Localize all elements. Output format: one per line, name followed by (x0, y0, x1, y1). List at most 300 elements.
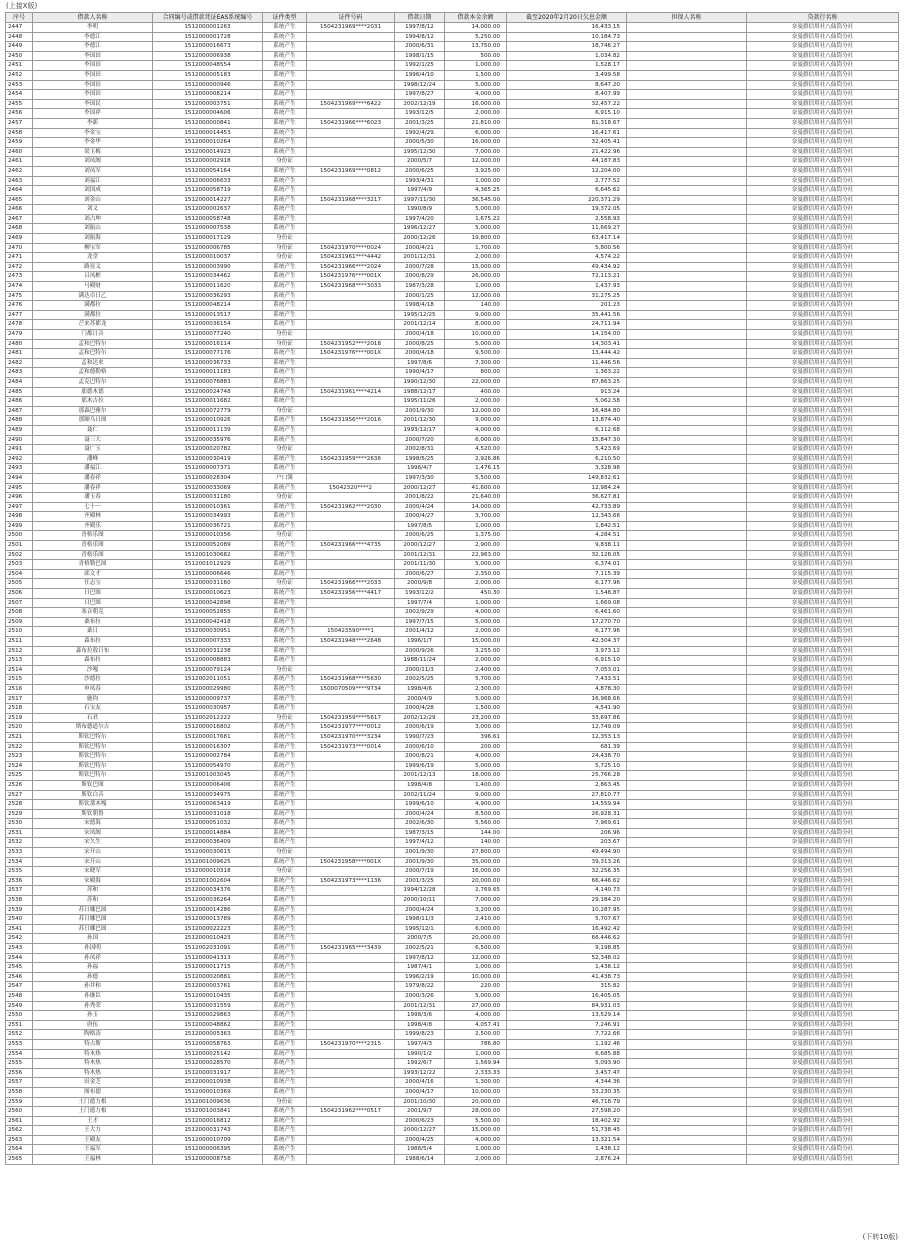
id-number-cell: 1504231973****0014 (307, 742, 395, 752)
contract-number-cell: 1512002012222 (153, 713, 263, 723)
lending-branch-cell: 奈曼旗信用社八仙筒分社 (747, 118, 899, 128)
id-number-cell (307, 128, 395, 138)
lending-branch-cell: 奈曼旗信用社八仙筒分社 (747, 473, 899, 483)
row-number-cell: 2550 (6, 1011, 33, 1021)
id-number-cell (307, 665, 395, 675)
borrower-name-cell: 苏和 (33, 896, 153, 906)
contract-number-cell: 1512000031160 (153, 579, 263, 589)
id-type-cell: 系统产生 (263, 1001, 307, 1011)
lending-branch-cell: 奈曼旗信用社八仙筒分社 (747, 560, 899, 570)
contract-number-cell: 1512000016802 (153, 723, 263, 733)
id-type-cell: 系统产生 (263, 32, 307, 42)
guarantor-name-cell (627, 128, 747, 138)
loan-date-cell: 2000/7/28 (395, 262, 445, 272)
guarantor-name-cell (627, 761, 747, 771)
row-number-cell: 2505 (6, 579, 33, 589)
principal-balance-cell: 8,000.00 (445, 320, 507, 330)
id-type-cell: 系统产生 (263, 166, 307, 176)
row-number-cell: 2493 (6, 464, 33, 474)
contract-number-cell: 1512000014453 (153, 128, 263, 138)
table-row (6, 80, 899, 90)
guarantor-name-cell (627, 953, 747, 963)
guarantor-name-cell (627, 166, 747, 176)
lending-branch-cell: 奈曼旗信用社八仙筒分社 (747, 310, 899, 320)
table-row (6, 704, 899, 714)
loan-date-cell: 2000/12/27 (395, 541, 445, 551)
lending-branch-cell: 奈曼旗信用社八仙筒分社 (747, 838, 899, 848)
table-row (6, 349, 899, 359)
id-type-cell: 系统产生 (263, 1049, 307, 1059)
contract-number-cell: 1512000011715 (153, 963, 263, 973)
lending-branch-cell: 奈曼旗信用社八仙筒分社 (747, 800, 899, 810)
contract-number-cell: 1512000010264 (153, 138, 263, 148)
row-number-cell: 2501 (6, 541, 33, 551)
id-type-cell: 身份证 (263, 243, 307, 253)
interest-owed-cell: 7,115.39 (507, 569, 627, 579)
contract-number-cell: 1512000010037 (153, 253, 263, 263)
contract-number-cell: 1512000014286 (153, 905, 263, 915)
interest-owed-cell: 5,093.90 (507, 1059, 627, 1069)
lending-branch-cell: 奈曼旗信用社八仙筒分社 (747, 483, 899, 493)
row-number-cell: 2555 (6, 1059, 33, 1069)
id-type-cell: 身份证 (263, 234, 307, 244)
guarantor-name-cell (627, 51, 747, 61)
table-row (6, 186, 899, 196)
guarantor-name-cell (627, 272, 747, 282)
id-type-cell: 系统产生 (263, 1068, 307, 1078)
borrower-name-cell: 满都拉 (33, 301, 153, 311)
table-row (6, 435, 899, 445)
table-row (6, 483, 899, 493)
id-type-cell: 系统产生 (263, 656, 307, 666)
borrower-name-cell: 斯钦巴特尔 (33, 742, 153, 752)
interest-owed-cell: 35,441.56 (507, 310, 627, 320)
id-type-cell: 身份证 (263, 531, 307, 541)
row-number-cell: 2461 (6, 157, 33, 167)
borrower-name-cell: 斯钦朝鲁 (33, 809, 153, 819)
lending-branch-cell: 奈曼旗信用社八仙筒分社 (747, 493, 899, 503)
id-number-cell (307, 157, 395, 167)
contract-number-cell: 1512000029980 (153, 684, 263, 694)
guarantor-name-cell (627, 1135, 747, 1145)
id-number-cell (307, 790, 395, 800)
interest-owed-cell: 1,528.17 (507, 61, 627, 71)
id-type-cell: 身份证 (263, 330, 307, 340)
lending-branch-cell: 奈曼旗信用社八仙筒分社 (747, 732, 899, 742)
guarantor-name-cell (627, 560, 747, 570)
guarantor-name-cell (627, 147, 747, 157)
id-type-cell: 系统产生 (263, 349, 307, 359)
row-number-cell: 2532 (6, 838, 33, 848)
table-row (6, 723, 899, 733)
id-number-cell (307, 147, 395, 157)
id-number-cell (307, 90, 395, 100)
guarantor-name-cell (627, 1155, 747, 1165)
loan-table (5, 12, 899, 1165)
row-number-cell: 2517 (6, 694, 33, 704)
loan-date-cell: 1998/4/8 (395, 1020, 445, 1030)
lending-branch-cell: 奈曼旗信用社八仙筒分社 (747, 569, 899, 579)
id-type-cell: 系统产生 (263, 435, 307, 445)
table-row (6, 569, 899, 579)
borrower-name-cell: 李国田 (33, 80, 153, 90)
interest-owed-cell: 9,838.11 (507, 541, 627, 551)
guarantor-name-cell (627, 1059, 747, 1069)
id-number-cell: 1504231966****4735 (307, 541, 395, 551)
row-number-cell: 2562 (6, 1126, 33, 1136)
borrower-name-cell: 孙福 (33, 963, 153, 973)
interest-owed-cell: 913.24 (507, 387, 627, 397)
contract-number-cell: 1512000042418 (153, 617, 263, 627)
guarantor-name-cell (627, 617, 747, 627)
interest-owed-cell: 1,548.87 (507, 589, 627, 599)
id-type-cell: 系统产生 (263, 416, 307, 426)
id-type-cell: 系统产生 (263, 934, 307, 944)
row-number-cell: 2516 (6, 684, 33, 694)
lending-branch-cell: 奈曼旗信用社八仙筒分社 (747, 387, 899, 397)
table-row (6, 138, 899, 148)
principal-balance-cell: 16,000.00 (445, 99, 507, 109)
borrower-name-cell: 特古斯 (33, 1039, 153, 1049)
id-number-cell (307, 1135, 395, 1145)
borrower-name-cell: 桑日 (33, 627, 153, 637)
borrower-name-cell: 青格乐图 (33, 550, 153, 560)
id-number-cell (307, 70, 395, 80)
guarantor-name-cell (627, 224, 747, 234)
id-type-cell: 系统产生 (263, 771, 307, 781)
contract-number-cell: 1512000034993 (153, 512, 263, 522)
lending-branch-cell: 奈曼旗信用社八仙筒分社 (747, 1039, 899, 1049)
id-type-cell: 系统产生 (263, 512, 307, 522)
id-number-cell (307, 1078, 395, 1088)
row-number-cell: 2496 (6, 493, 33, 503)
id-type-cell: 系统产生 (263, 780, 307, 790)
row-number-cell: 2507 (6, 598, 33, 608)
contract-number-cell: 1512000002784 (153, 752, 263, 762)
lending-branch-cell: 奈曼旗信用社八仙筒分社 (747, 598, 899, 608)
id-type-cell: 身份证 (263, 253, 307, 263)
principal-balance-cell: 4,520.00 (445, 445, 507, 455)
loan-date-cell: 2000/4/28 (395, 704, 445, 714)
id-type-cell: 系统产生 (263, 675, 307, 685)
contract-number-cell: 1512000054970 (153, 761, 263, 771)
table-row (6, 502, 899, 512)
id-type-cell: 系统产生 (263, 61, 307, 71)
table-row (6, 828, 899, 838)
id-number-cell (307, 550, 395, 560)
row-number-cell: 2490 (6, 435, 33, 445)
lending-branch-cell: 奈曼旗信用社八仙筒分社 (747, 1126, 899, 1136)
lending-branch-cell: 奈曼旗信用社八仙筒分社 (747, 330, 899, 340)
table-row (6, 195, 899, 205)
lending-branch-cell: 奈曼旗信用社八仙筒分社 (747, 828, 899, 838)
lending-branch-cell: 奈曼旗信用社八仙筒分社 (747, 752, 899, 762)
loan-date-cell: 2000/1/25 (395, 291, 445, 301)
guarantor-name-cell (627, 464, 747, 474)
id-type-cell: 系统产生 (263, 723, 307, 733)
loan-date-cell: 1992/6/7 (395, 1059, 445, 1069)
table-row (6, 857, 899, 867)
principal-balance-cell: 2,900.00 (445, 541, 507, 551)
lending-branch-cell: 奈曼旗信用社八仙筒分社 (747, 425, 899, 435)
id-number-cell (307, 809, 395, 819)
interest-owed-cell: 6,915.10 (507, 109, 627, 119)
interest-owed-cell: 12,353.13 (507, 732, 627, 742)
id-number-cell (307, 435, 395, 445)
contract-number-cell: 1512000031180 (153, 493, 263, 503)
table-row (6, 1155, 899, 1165)
row-number-cell: 2506 (6, 589, 33, 599)
borrower-name-cell: 孟和德勒格 (33, 368, 153, 378)
borrower-name-cell: 宋久生 (33, 838, 153, 848)
lending-branch-cell: 奈曼旗信用社八仙筒分社 (747, 617, 899, 627)
row-number-cell: 2470 (6, 243, 33, 253)
principal-balance-cell: 5,500.00 (445, 473, 507, 483)
id-type-cell: 系统产生 (263, 1011, 307, 1021)
id-number-cell (307, 598, 395, 608)
guarantor-name-cell (627, 694, 747, 704)
table-row (6, 387, 899, 397)
interest-owed-cell: 2,558.93 (507, 214, 627, 224)
id-type-cell: 系统产生 (263, 377, 307, 387)
loan-date-cell: 2001/9/30 (395, 857, 445, 867)
contract-number-cell: 1512000011183 (153, 368, 263, 378)
id-number-cell (307, 445, 395, 455)
id-number-cell: 15042320****2 (307, 483, 395, 493)
loan-date-cell: 2002/5/21 (395, 944, 445, 954)
borrower-name-cell: 孟和达来 (33, 358, 153, 368)
contract-number-cell: 1512000016812 (153, 1116, 263, 1126)
row-number-cell: 2546 (6, 972, 33, 982)
id-number-cell: 1504231976****001X (307, 349, 395, 359)
interest-owed-cell: 4,574.22 (507, 253, 627, 263)
table-row (6, 51, 899, 61)
guarantor-name-cell (627, 915, 747, 925)
row-number-cell: 2503 (6, 560, 33, 570)
principal-balance-cell: 3,200.00 (445, 905, 507, 915)
interest-owed-cell: 12,749.09 (507, 723, 627, 733)
id-number-cell (307, 176, 395, 186)
borrower-name-cell: 石宝友 (33, 704, 153, 714)
principal-balance-cell: 1,476.15 (445, 464, 507, 474)
row-number-cell: 2463 (6, 176, 33, 186)
loan-date-cell: 1998/4/8 (395, 780, 445, 790)
loan-date-cell: 2001/4/12 (395, 627, 445, 637)
lending-branch-cell: 奈曼旗信用社八仙筒分社 (747, 780, 899, 790)
contract-number-cell: 1512000010709 (153, 1135, 263, 1145)
contract-number-cell: 1512000001728 (153, 32, 263, 42)
table-row (6, 589, 899, 599)
borrower-name-cell: 李国田 (33, 51, 153, 61)
id-number-cell: 1504231959****2636 (307, 454, 395, 464)
table-row (6, 521, 899, 531)
lending-branch-cell: 奈曼旗信用社八仙筒分社 (747, 1059, 899, 1069)
table-row (6, 1097, 899, 1107)
guarantor-name-cell (627, 1097, 747, 1107)
id-type-cell: 系统产生 (263, 1059, 307, 1069)
id-number-cell (307, 1059, 395, 1069)
table-row (6, 118, 899, 128)
guarantor-name-cell (627, 732, 747, 742)
lending-branch-cell: 奈曼旗信用社八仙筒分社 (747, 1087, 899, 1097)
interest-owed-cell: 13,874.40 (507, 416, 627, 426)
principal-balance-cell: 7,000.00 (445, 896, 507, 906)
row-number-cell: 2499 (6, 521, 33, 531)
id-type-cell: 系统产生 (263, 272, 307, 282)
borrower-name-cell: 刘义 (33, 205, 153, 215)
lending-branch-cell: 奈曼旗信用社八仙筒分社 (747, 550, 899, 560)
id-number-cell: 1504231969****2031 (307, 23, 395, 33)
contract-number-cell: 1512000006633 (153, 176, 263, 186)
borrower-name-cell: 刘国成 (33, 186, 153, 196)
principal-balance-cell: 28,000.00 (445, 1107, 507, 1117)
guarantor-name-cell (627, 1039, 747, 1049)
id-number-cell (307, 397, 395, 407)
table-row (6, 377, 899, 387)
id-type-cell: 系统产生 (263, 1107, 307, 1117)
guarantor-name-cell (627, 848, 747, 858)
loan-date-cell: 1999/6/19 (395, 761, 445, 771)
row-number-cell: 2476 (6, 301, 33, 311)
guarantor-name-cell (627, 589, 747, 599)
borrower-name-cell: 施钧 (33, 694, 153, 704)
id-number-cell (307, 42, 395, 52)
table-row (6, 982, 899, 992)
lending-branch-cell: 奈曼旗信用社八仙筒分社 (747, 214, 899, 224)
guarantor-name-cell (627, 99, 747, 109)
borrower-name-cell: 孙凤祥 (33, 953, 153, 963)
id-number-cell (307, 646, 395, 656)
principal-balance-cell: 4,057.41 (445, 1020, 507, 1030)
id-type-cell: 系统产生 (263, 991, 307, 1001)
interest-owed-cell: 41,438.73 (507, 972, 627, 982)
contract-number-cell: 1512000016307 (153, 742, 263, 752)
loan-date-cell: 2002/12/19 (395, 99, 445, 109)
lending-branch-cell: 奈曼旗信用社八仙筒分社 (747, 368, 899, 378)
row-number-cell: 2549 (6, 1001, 33, 1011)
interest-owed-cell: 66,446.62 (507, 876, 627, 886)
loan-date-cell: 2001/9/30 (395, 848, 445, 858)
table-row (6, 867, 899, 877)
borrower-name-cell: 刘振山 (33, 224, 153, 234)
table-row (6, 742, 899, 752)
principal-balance-cell: 6,500.00 (445, 944, 507, 954)
principal-balance-cell: 5,000.00 (445, 224, 507, 234)
id-type-cell: 系统产生 (263, 838, 307, 848)
id-type-cell: 系统产生 (263, 886, 307, 896)
id-number-cell (307, 656, 395, 666)
column-header: 截至2020年2月20日欠息金额 (507, 13, 627, 23)
interest-owed-cell: 19,372.05 (507, 205, 627, 215)
id-type-cell: 系统产生 (263, 282, 307, 292)
contract-number-cell: 1512000030615 (153, 848, 263, 858)
contract-number-cell: 1512000003761 (153, 982, 263, 992)
table-row (6, 934, 899, 944)
id-number-cell: 1504231970****2315 (307, 1039, 395, 1049)
id-number-cell: 1500070509****9734 (307, 684, 395, 694)
table-row (6, 425, 899, 435)
id-number-cell: 1504231961****4214 (307, 387, 395, 397)
guarantor-name-cell (627, 118, 747, 128)
interest-owed-cell: 7,722.66 (507, 1030, 627, 1040)
principal-balance-cell: 1,675.22 (445, 214, 507, 224)
table-row (6, 445, 899, 455)
principal-balance-cell: 4,000.00 (445, 1011, 507, 1021)
principal-balance-cell: 786.80 (445, 1039, 507, 1049)
id-type-cell: 系统产生 (263, 368, 307, 378)
interest-owed-cell: 39,313.26 (507, 857, 627, 867)
row-number-cell: 2481 (6, 349, 33, 359)
table-row (6, 99, 899, 109)
id-type-cell: 系统产生 (263, 224, 307, 234)
borrower-name-cell: 孟和巴特尔 (33, 339, 153, 349)
contract-number-cell: 1512000000841 (153, 118, 263, 128)
id-number-cell: 150423590****1 (307, 627, 395, 637)
contract-number-cell: 1512000031559 (153, 1001, 263, 1011)
row-number-cell: 2536 (6, 876, 33, 886)
principal-balance-cell: 4,000.00 (445, 425, 507, 435)
lending-branch-cell: 奈曼旗信用社八仙筒分社 (747, 963, 899, 973)
borrower-name-cell: 孙国明 (33, 944, 153, 954)
lending-branch-cell: 奈曼旗信用社八仙筒分社 (747, 157, 899, 167)
principal-balance-cell: 20,000.00 (445, 876, 507, 886)
interest-owed-cell: 4,878.30 (507, 684, 627, 694)
contract-number-cell: 1512000014884 (153, 828, 263, 838)
principal-balance-cell: 9,000.00 (445, 790, 507, 800)
id-number-cell (307, 819, 395, 829)
table-row (6, 166, 899, 176)
id-type-cell: 系统产生 (263, 1087, 307, 1097)
interest-owed-cell: 66,446.62 (507, 934, 627, 944)
borrower-name-cell: 李国祥 (33, 109, 153, 119)
guarantor-name-cell (627, 243, 747, 253)
borrower-name-cell: 七十一 (33, 502, 153, 512)
table-row (6, 905, 899, 915)
principal-balance-cell: 400.00 (445, 387, 507, 397)
contract-number-cell: 1512000011682 (153, 397, 263, 407)
loan-date-cell: 1997/4/12 (395, 838, 445, 848)
principal-balance-cell: 3,700.00 (445, 512, 507, 522)
interest-owed-cell: 10,184.73 (507, 32, 627, 42)
contract-number-cell: 1512001012929 (153, 560, 263, 570)
principal-balance-cell: 1,000.00 (445, 963, 507, 973)
row-number-cell: 2531 (6, 828, 33, 838)
contract-number-cell: 1512001030682 (153, 550, 263, 560)
borrower-name-cell: 李德江 (33, 42, 153, 52)
contract-number-cell: 1512002011051 (153, 675, 263, 685)
borrower-name-cell: 苏日娜巴图 (33, 915, 153, 925)
row-number-cell: 2495 (6, 483, 33, 493)
principal-balance-cell: 12,000.00 (445, 953, 507, 963)
principal-balance-cell: 5,000.00 (445, 694, 507, 704)
guarantor-name-cell (627, 310, 747, 320)
contract-number-cell: 1512000052089 (153, 541, 263, 551)
principal-balance-cell: 5,700.00 (445, 675, 507, 685)
row-number-cell: 2474 (6, 282, 33, 292)
loan-date-cell: 2000/6/31 (395, 42, 445, 52)
loan-date-cell: 2000/4/16 (395, 1078, 445, 1088)
lending-branch-cell: 奈曼旗信用社八仙筒分社 (747, 339, 899, 349)
guarantor-name-cell (627, 32, 747, 42)
borrower-name-cell: 斯钦白音 (33, 790, 153, 800)
interest-owed-cell: 15,847.30 (507, 435, 627, 445)
table-row (6, 848, 899, 858)
id-type-cell: 系统产生 (263, 704, 307, 714)
row-number-cell: 2527 (6, 790, 33, 800)
principal-balance-cell: 1,000.00 (445, 61, 507, 71)
id-number-cell (307, 512, 395, 522)
id-number-cell (307, 924, 395, 934)
